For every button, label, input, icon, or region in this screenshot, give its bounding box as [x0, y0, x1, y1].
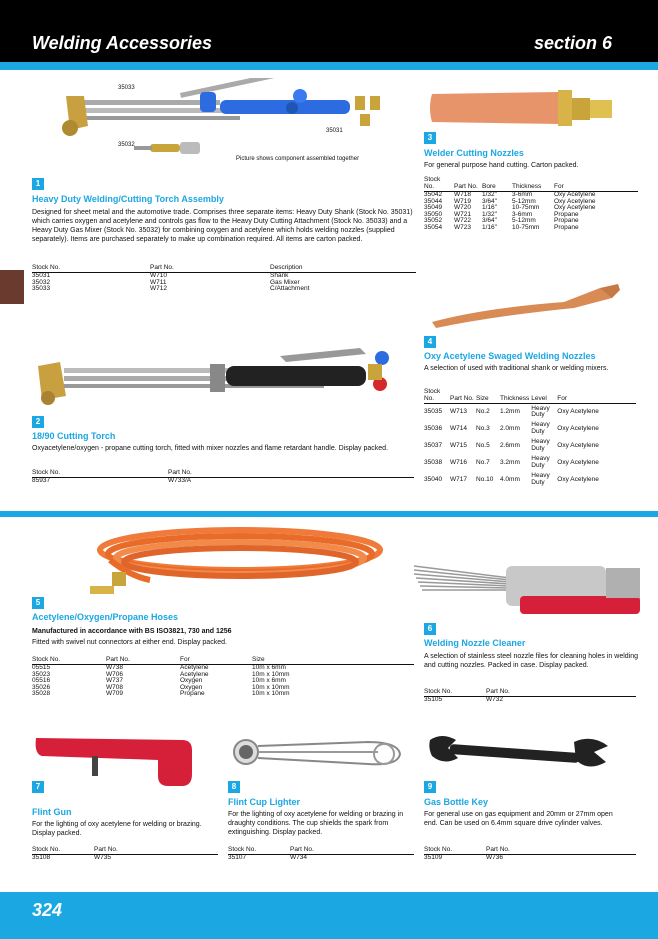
side-tab — [0, 270, 24, 304]
table-1 — [32, 264, 416, 293]
section-number-7: 7 — [32, 781, 44, 793]
col-header: For — [557, 388, 636, 404]
table-row: 35105 W732 — [424, 696, 503, 703]
table-7 — [32, 846, 218, 862]
col-header: Thickness — [512, 176, 554, 192]
col-header: Part No. — [94, 846, 218, 855]
table-row: 35109 W736 — [424, 854, 503, 861]
col-header: Stock No. — [32, 846, 94, 855]
table-row: 35035 W713 No.2 1.2mm Heavy Duty Oxy Acetylene — [424, 404, 599, 419]
section-title-2: 18/90 Cutting Torch — [32, 431, 116, 441]
table-row: 35036 W714 No.3 2.0mm Heavy Duty Oxy Acetylene — [424, 421, 599, 435]
table-row: 85937 W733/A — [32, 477, 192, 484]
col-header: Level — [531, 388, 557, 404]
label-35033: 35033 — [118, 85, 135, 91]
col-header: Stock No. — [424, 688, 486, 697]
section-number-5: 5 — [32, 597, 44, 609]
table-8 — [228, 846, 414, 862]
table-2 — [32, 469, 414, 485]
section-number-1: 1 — [32, 178, 44, 190]
section-desc-6: A selection of stainless steel nozzle files for cleaning holes in welding and cutting nozzles. Packed in case. Display packed. — [424, 653, 639, 669]
section-title-8: Flint Cup Lighter — [228, 797, 300, 807]
label-35032: 35032 — [118, 142, 135, 148]
col-header: Stock No. — [424, 846, 486, 855]
nozzle-cleaner-image — [410, 552, 650, 616]
table-row: 35108 W735 — [32, 854, 111, 861]
section-title-4: Oxy Acetylene Swaged Welding Nozzles — [424, 351, 596, 361]
header-stripe — [0, 62, 658, 70]
section-subtitle-5: Manufactured in accordance with BS ISO3821, 730 and 1256 — [32, 628, 232, 635]
label-35031: 35031 — [326, 128, 343, 134]
flint-cup-lighter-image — [228, 732, 418, 780]
col-header: For — [180, 656, 252, 665]
page-title: Welding Accessories — [32, 33, 213, 53]
col-header: Part No. — [150, 264, 270, 273]
col-header: Part No. — [450, 388, 476, 404]
col-header: Stock No. — [424, 388, 450, 404]
section-title-5: Acetylene/Oxygen/Propane Hoses — [32, 612, 179, 622]
col-header: Part No. — [106, 656, 180, 665]
table-row: 35042 W718 1/32" 3-6mm Oxy Acetylene — [424, 191, 596, 198]
section-desc-9: For general use on gas equipment and 20mm or 27mm open end. Can be used on 6.4mm square drive cylinder valves. — [424, 811, 613, 827]
table-row: 35028 W709 Propane 10m x 10mm — [32, 690, 290, 698]
table-row: 05516 W737 Oxygen 10m x 6mm — [32, 677, 286, 685]
table-row: 35050 W721 1/32" 3-6mm Propane — [424, 210, 579, 218]
col-header: Thickness — [500, 388, 531, 404]
table-row: 35032 W711 Gas Mixer — [32, 278, 300, 286]
table-row: 35040 W717 No.10 4.0mm Heavy Duty Oxy Acetylene — [424, 472, 599, 486]
section-separator — [0, 511, 658, 517]
cutting-nozzle-image — [428, 88, 628, 128]
col-header: Size — [252, 656, 414, 665]
section-title-9: Gas Bottle Key — [424, 797, 489, 807]
section-number-2: 2 — [32, 416, 44, 428]
section-number-9: 9 — [424, 781, 436, 793]
section-title-7: Flint Gun — [32, 807, 72, 817]
table-row: 35107 W734 — [228, 854, 307, 861]
table-row: 35044 W719 3/64" 5-12mm Oxy Acetylene — [424, 197, 596, 205]
col-header: Stock No. — [32, 264, 150, 273]
col-header: Part No. — [454, 176, 482, 192]
flint-gun-image — [32, 730, 212, 794]
col-header: Description — [270, 264, 416, 273]
table-5 — [32, 656, 414, 698]
col-header: Stock No. — [424, 176, 454, 192]
page-number: 324 — [32, 900, 63, 920]
col-header: For — [554, 176, 638, 192]
col-header: Part No. — [168, 469, 414, 478]
table-row: 35026 W708 Oxygen 10m x 10mm — [32, 683, 290, 691]
section-title-3: Welder Cutting Nozzles — [424, 148, 524, 158]
table-row: 35038 W716 No.7 3.2mm Heavy Duty Oxy Acetylene — [424, 455, 599, 469]
table-row: 35052 W722 3/64" 5-12mm Propane — [424, 217, 579, 225]
section-desc-2: Oxyacetylene/oxygen - propane cutting torch, fitted with mixer nozzles and flame retardant handle. Display packed. — [32, 445, 389, 452]
section-desc-7: For the lighting of oxy acetylene for welding or brazing. Display packed. — [32, 821, 202, 837]
col-header: Part No. — [486, 688, 636, 697]
cutting-torch-image — [30, 340, 410, 412]
col-header: Size — [476, 388, 500, 404]
page-footer — [0, 892, 658, 939]
col-header: Bore — [482, 176, 512, 192]
table-4 — [424, 388, 636, 489]
gas-bottle-key-image — [428, 730, 618, 780]
section-number-4: 4 — [424, 336, 436, 348]
table-6 — [424, 688, 636, 704]
col-header: Stock No. — [228, 846, 290, 855]
section-number-8: 8 — [228, 781, 240, 793]
table-row: 35037 W715 No.5 2.6mm Heavy Duty Oxy Acetylene — [424, 438, 599, 452]
section-desc-8: For the lighting of oxy acetylene for welding or brazing in draughty conditions. The cup shields the spark from extinguishing. Display packed. — [228, 811, 404, 836]
col-header: Stock No. — [32, 656, 106, 665]
table-row: 35049 W720 1/16" 10-75mm Oxy Acetylene — [424, 204, 596, 212]
section-number-6: 6 — [424, 623, 436, 635]
section-title-1: Heavy Duty Welding/Cutting Torch Assembly — [32, 194, 224, 204]
col-header: Part No. — [486, 846, 636, 855]
table-row: 35023 W706 Acetylene 10m x 10mm — [32, 670, 290, 678]
table-row: 05515 W738 Acetylene 10m x 6mm — [32, 664, 286, 671]
section-title-6: Welding Nozzle Cleaner — [424, 638, 526, 648]
table-row: 35054 W723 1/16" 10-75mm Propane — [424, 223, 579, 231]
col-header: Part No. — [290, 846, 414, 855]
image-caption: Picture shows component assembled together — [236, 156, 360, 162]
section-desc-1: Designed for sheet metal and the automotive trade. Comprises three separate items: Heavy Duty Shank (Stock No. 35031) which carries oxygen and acetylene and controls gas flow to the Heavy Duty Cutting Attachment (Stock No. 35033) and a Heavy Duty Gas Mixer (Stock No. 35032) for combining oxygen and acetylene which holds welding nozzles (supplied separately). Items are purchased separately to make up combination required. All items are carton packed. — [32, 209, 413, 243]
hose-image — [90, 520, 390, 596]
section-number-3: 3 — [424, 132, 436, 144]
swaged-nozzle-image — [424, 268, 624, 328]
section-desc-5: Fitted with swivel nut connectors at either end. Display packed. — [32, 639, 227, 646]
section-desc-4: A selection of used with traditional shank or welding mixers. — [424, 365, 609, 372]
table-3 — [424, 176, 638, 232]
section-label: section 6 — [533, 33, 612, 53]
table-9 — [424, 846, 636, 862]
col-header: Stock No. — [32, 469, 168, 478]
section-desc-3: For general purpose hand cutting. Carton packed. — [424, 162, 579, 169]
table-row: 35031 W710 Shank — [32, 272, 289, 279]
table-row: 35033 W712 C/Attachment — [32, 285, 310, 293]
